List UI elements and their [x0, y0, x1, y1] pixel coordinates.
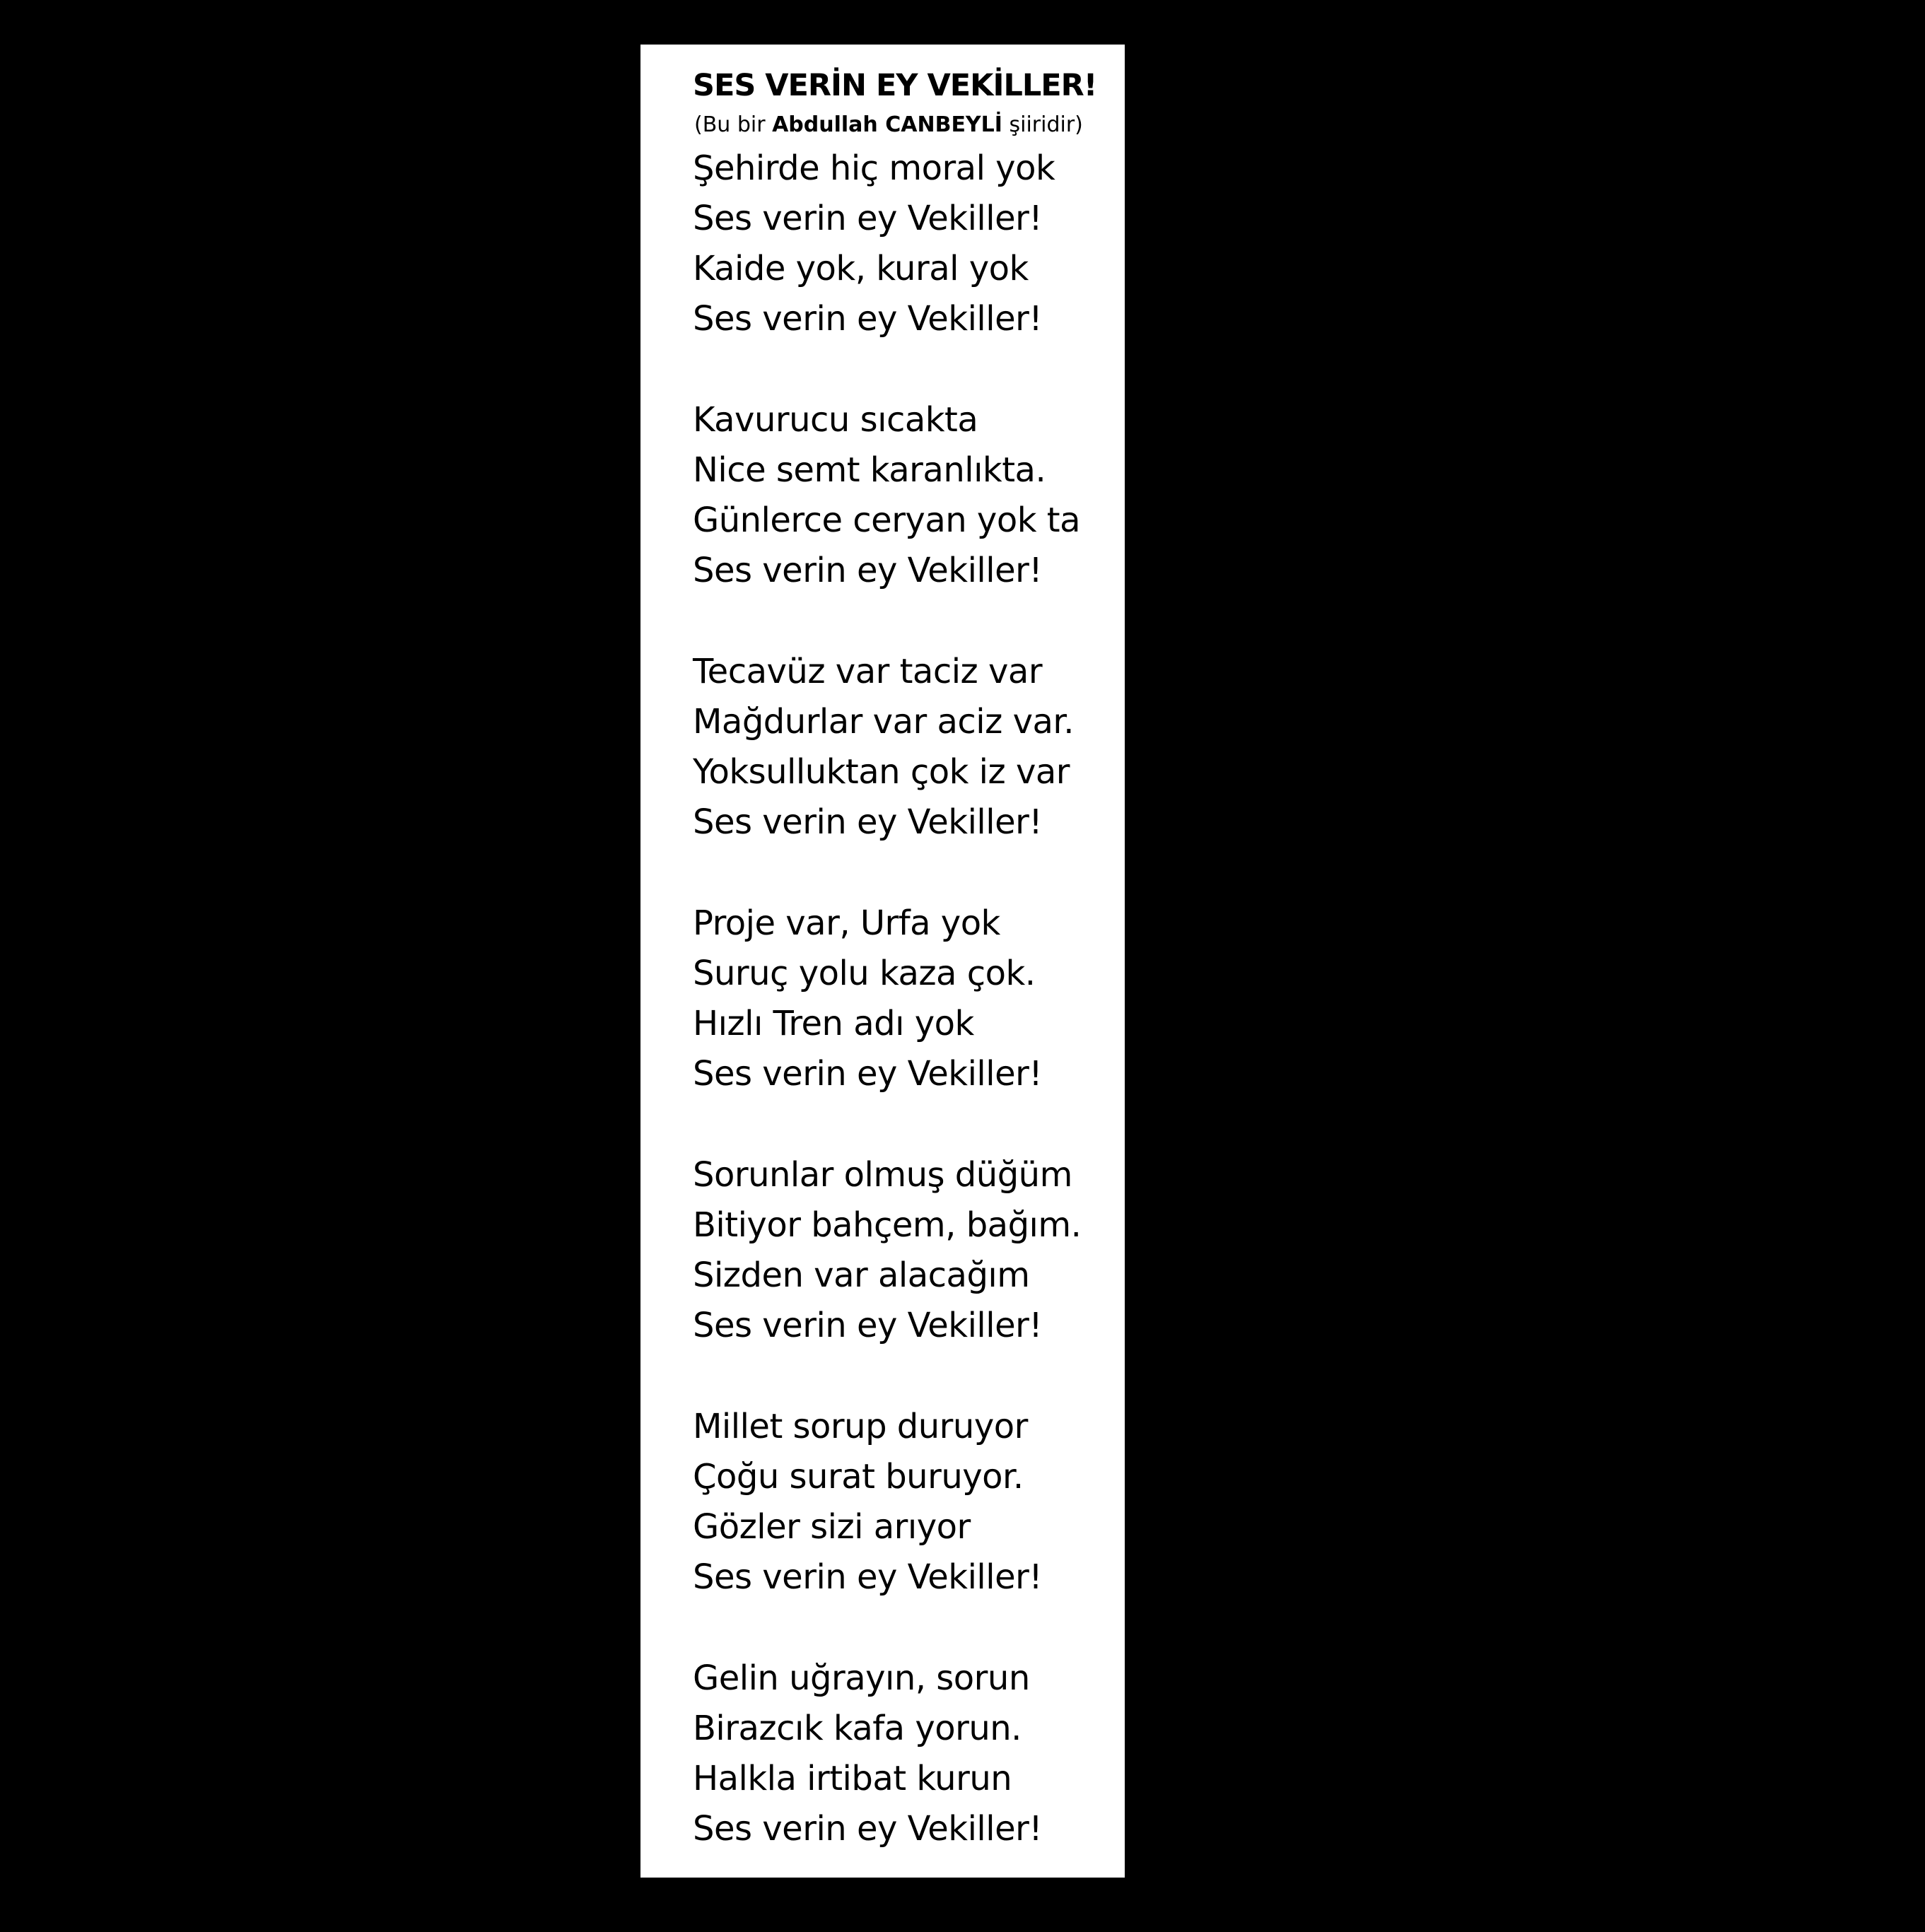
byline-suffix: şiiridir)	[1009, 112, 1083, 137]
poem-line: Ses verin ey Vekiller!	[693, 1557, 1043, 1597]
poem-line: Ses verin ey Vekiller!	[693, 199, 1043, 238]
poem-byline	[694, 107, 1125, 144]
stanza-6	[693, 1402, 1125, 1603]
poem-line: Suruç yolu kaza çok.	[693, 954, 1036, 993]
poem-line: Ses verin ey Vekiller!	[693, 1306, 1043, 1345]
stanza-2	[693, 395, 1125, 596]
poem-line: Hızlı Tren adı yok	[693, 1004, 974, 1043]
poem-line: Çoğu surat buruyor.	[693, 1457, 1024, 1497]
poem-line: Proje var, Urfa yok	[693, 903, 1000, 943]
poem-line: Ses verin ey Vekiller!	[693, 802, 1043, 842]
poem-paper	[640, 45, 1125, 1878]
poem-line: Birazcık kafa yorun.	[693, 1709, 1022, 1748]
poem-line: Sizden var alacağım	[693, 1255, 1030, 1295]
stanza-7	[693, 1653, 1125, 1854]
poem-line: Nice semt karanlıkta.	[693, 450, 1046, 490]
poem-line: Ses verin ey Vekiller!	[693, 551, 1043, 590]
poem-line: Millet sorup duruyor	[693, 1407, 1028, 1446]
stanza-5	[693, 1150, 1125, 1351]
poem-line: Şehirde hiç moral yok	[693, 148, 1055, 188]
poem-line: Sorunlar olmuş düğüm	[693, 1155, 1072, 1195]
poem-line: Ses verin ey Vekiller!	[693, 1809, 1043, 1849]
poem-line: Ses verin ey Vekiller!	[693, 299, 1043, 339]
poem-line: Halkla irtibat kurun	[693, 1759, 1012, 1798]
stanza-1	[693, 144, 1125, 344]
poem-line: Mağdurlar var aciz var.	[693, 702, 1074, 742]
poem-line: Gelin uğrayın, sorun	[693, 1658, 1030, 1698]
byline-author: Abdullah CANBEYLİ	[772, 112, 1002, 137]
poem-line: Tecavüz var taciz var	[693, 652, 1043, 691]
byline-prefix: (Bu bir	[694, 112, 766, 137]
stanza-3	[693, 647, 1125, 848]
poem-line: Ses verin ey Vekiller!	[693, 1054, 1043, 1094]
poem-line: Kavurucu sıcakta	[693, 400, 978, 440]
poem-line: Kaide yok, kural yok	[693, 249, 1029, 288]
poem-title: SES VERİN EY VEKİLLER!	[693, 68, 1097, 103]
poem-line: Günlerce ceryan yok ta	[693, 500, 1080, 540]
poem-line: Gözler sizi arıyor	[693, 1507, 971, 1547]
poem-line: Bitiyor bahçem, bağım.	[693, 1205, 1082, 1245]
poem-line: Yoksulluktan çok iz var	[693, 752, 1070, 792]
stanza-4	[693, 898, 1125, 1099]
